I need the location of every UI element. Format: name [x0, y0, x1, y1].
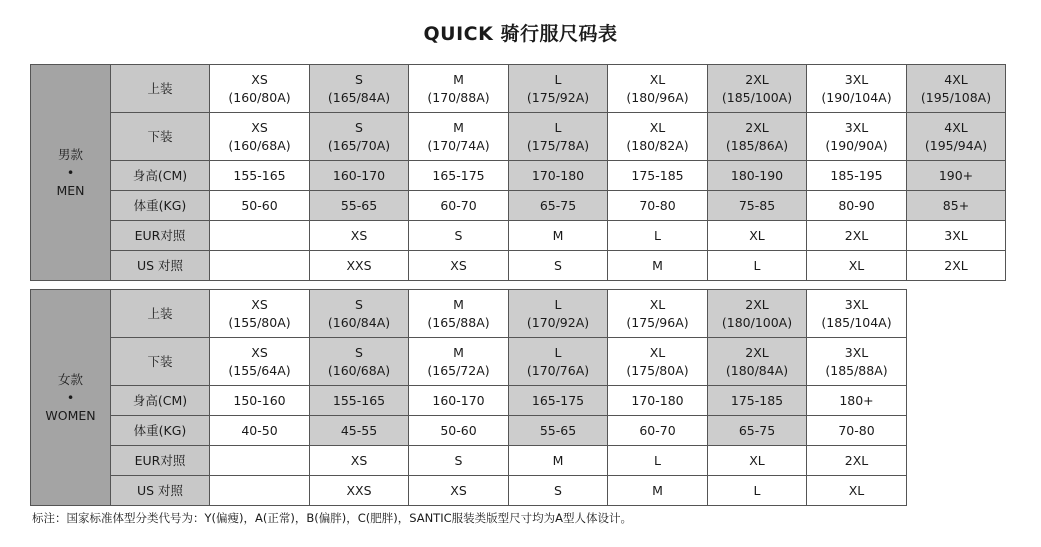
- size-cell: [310, 290, 409, 338]
- size-code: XS: [251, 119, 268, 135]
- group-label: [31, 65, 111, 281]
- size-cell: [409, 113, 509, 161]
- size-cell: [807, 338, 907, 386]
- size-spec: (180/82A): [626, 137, 689, 153]
- size-code: 2XL: [745, 71, 769, 87]
- size-cell: [409, 338, 509, 386]
- weight-cell: 40-50: [210, 416, 310, 446]
- row-eur: [31, 221, 1006, 251]
- size-code: L: [554, 296, 562, 312]
- weight-cell: 60-70: [608, 416, 708, 446]
- row-height: [31, 161, 1006, 191]
- row-label: 下装: [111, 338, 210, 386]
- size-spec: (175/80A): [626, 362, 689, 378]
- footnote: 标注：国家标准体型分类代号为：Y(偏瘦)，A(正常)，B(偏胖)，C(肥胖)，SANTIC服装类版型尺寸均为A型人体设计。: [32, 511, 632, 525]
- size-code: S: [355, 296, 363, 312]
- group-label-cn: 男款: [57, 146, 83, 162]
- us-cell: XS: [409, 251, 509, 281]
- height-cell: 190+: [907, 161, 1006, 191]
- us-cell: S: [509, 476, 608, 506]
- weight-cell: 65-75: [708, 416, 807, 446]
- us-cell: 2XL: [907, 251, 1006, 281]
- height-cell: 150-160: [210, 386, 310, 416]
- row-label: 下装: [111, 113, 210, 161]
- row-label: 体重(KG): [111, 191, 210, 221]
- size-cell: [210, 65, 310, 113]
- eur-cell: XS: [310, 446, 409, 476]
- height-cell: 170-180: [509, 161, 608, 191]
- size-cell: [807, 113, 907, 161]
- size-spec: (160/84A): [327, 314, 391, 330]
- weight-cell: 70-80: [608, 191, 708, 221]
- size-cell: [509, 338, 608, 386]
- size-spec: (195/94A): [924, 137, 988, 153]
- size-code: 4XL: [944, 119, 968, 135]
- weight-cell: 65-75: [509, 191, 608, 221]
- eur-cell: XL: [708, 446, 807, 476]
- size-cell: [310, 65, 409, 113]
- size-spec: (155/80A): [228, 314, 291, 330]
- size-spec: (155/64A): [228, 362, 291, 378]
- size-code: M: [453, 119, 464, 135]
- weight-cell: 75-85: [708, 191, 807, 221]
- size-code: XS: [251, 71, 268, 87]
- size-code: M: [453, 71, 464, 87]
- weight-cell: 55-65: [509, 416, 608, 446]
- row-us: [31, 251, 1006, 281]
- us-cell: S: [509, 251, 608, 281]
- row-eur: [31, 446, 907, 476]
- size-spec: (195/108A): [920, 89, 992, 105]
- size-cell: [509, 65, 608, 113]
- size-cell: [608, 65, 708, 113]
- eur-cell: XS: [310, 221, 409, 251]
- weight-cell: 50-60: [409, 416, 509, 446]
- size-cell: [907, 65, 1006, 113]
- group-bullet: •: [66, 164, 75, 180]
- size-spec: (190/104A): [821, 89, 892, 105]
- size-code: L: [554, 71, 562, 87]
- eur-cell: L: [608, 446, 708, 476]
- height-cell: 155-165: [310, 386, 409, 416]
- height-cell: 185-195: [807, 161, 907, 191]
- row-height: [31, 386, 907, 416]
- size-code: XL: [649, 296, 666, 312]
- row-us: [31, 476, 907, 506]
- size-code: 3XL: [844, 71, 869, 87]
- size-cell: [608, 113, 708, 161]
- group-label: [31, 290, 111, 506]
- size-code: M: [453, 344, 464, 360]
- size-spec: (170/74A): [427, 137, 490, 153]
- eur-cell: M: [509, 446, 608, 476]
- row-label: 身高(CM): [111, 386, 210, 416]
- size-cell: [310, 113, 409, 161]
- weight-cell: 45-55: [310, 416, 409, 446]
- height-cell: 170-180: [608, 386, 708, 416]
- us-cell: XL: [807, 251, 907, 281]
- size-cell: [608, 290, 708, 338]
- eur-cell: 3XL: [907, 221, 1006, 251]
- size-spec: (175/92A): [526, 89, 590, 105]
- size-spec: (170/76A): [526, 362, 590, 378]
- size-spec: (165/72A): [427, 362, 490, 378]
- us-cell: [210, 251, 310, 281]
- weight-cell: 50-60: [210, 191, 310, 221]
- height-cell: 160-170: [409, 386, 509, 416]
- size-spec: (165/70A): [327, 137, 391, 153]
- size-code: XL: [649, 119, 666, 135]
- row-label: 身高(CM): [111, 161, 210, 191]
- size-cell: [310, 338, 409, 386]
- height-cell: 155-165: [210, 161, 310, 191]
- us-cell: [210, 476, 310, 506]
- weight-cell: 80-90: [807, 191, 907, 221]
- row-label: 上装: [111, 65, 210, 113]
- size-cell: [708, 338, 807, 386]
- eur-cell: 2XL: [807, 446, 907, 476]
- size-cell: [210, 338, 310, 386]
- size-cell: [708, 65, 807, 113]
- size-code: 3XL: [844, 296, 869, 312]
- size-spec: (185/88A): [825, 362, 888, 378]
- size-cell: [807, 290, 907, 338]
- size-spec: (175/96A): [626, 314, 689, 330]
- size-spec: (185/86A): [725, 137, 789, 153]
- size-code: 2XL: [745, 119, 769, 135]
- row-bottom: [31, 113, 1006, 161]
- size-spec: (170/88A): [427, 89, 490, 105]
- row-weight: [31, 416, 907, 446]
- row-label: 上装: [111, 290, 210, 338]
- size-code: 2XL: [745, 296, 769, 312]
- group-label-en: WOMEN: [45, 407, 96, 423]
- size-code: XS: [251, 344, 268, 360]
- eur-cell: S: [409, 446, 509, 476]
- size-code: L: [554, 344, 562, 360]
- size-spec: (185/104A): [821, 314, 892, 330]
- row-label: 体重(KG): [111, 416, 210, 446]
- group-label-en: MEN: [56, 182, 85, 198]
- size-spec: (190/90A): [825, 137, 888, 153]
- group-label-cn: 女款: [57, 371, 83, 387]
- size-spec: (165/88A): [427, 314, 490, 330]
- size-spec: (160/68A): [228, 137, 291, 153]
- row-weight: [31, 191, 1006, 221]
- eur-cell: S: [409, 221, 509, 251]
- size-spec: (165/84A): [327, 89, 391, 105]
- us-cell: XXS: [310, 251, 409, 281]
- size-code: 3XL: [844, 344, 869, 360]
- size-cell: [210, 113, 310, 161]
- size-spec: (175/78A): [526, 137, 590, 153]
- row-label: US 对照: [111, 476, 210, 506]
- size-cell: [708, 113, 807, 161]
- row-label: US 对照: [111, 251, 210, 281]
- women-size-table: [30, 289, 907, 506]
- size-spec: (160/68A): [327, 362, 391, 378]
- height-cell: 160-170: [310, 161, 409, 191]
- height-cell: 175-185: [708, 386, 807, 416]
- size-cell: [807, 65, 907, 113]
- size-code: S: [355, 119, 363, 135]
- us-cell: XS: [409, 476, 509, 506]
- height-cell: 165-175: [509, 386, 608, 416]
- size-cell: [509, 113, 608, 161]
- row-label: EUR对照: [111, 221, 210, 251]
- eur-cell: 2XL: [807, 221, 907, 251]
- eur-cell: L: [608, 221, 708, 251]
- height-cell: 180-190: [708, 161, 807, 191]
- height-cell: 165-175: [409, 161, 509, 191]
- size-code: S: [355, 71, 363, 87]
- size-code: XL: [649, 71, 666, 87]
- weight-cell: 60-70: [409, 191, 509, 221]
- size-code: 4XL: [944, 71, 968, 87]
- size-cell: [509, 290, 608, 338]
- row-bottom: [31, 338, 907, 386]
- us-cell: L: [708, 476, 807, 506]
- row-top: [31, 290, 907, 338]
- us-cell: M: [608, 251, 708, 281]
- weight-cell: 55-65: [310, 191, 409, 221]
- size-cell: [409, 65, 509, 113]
- size-spec: (160/80A): [228, 89, 291, 105]
- size-code: XL: [649, 344, 666, 360]
- eur-cell: [210, 221, 310, 251]
- men-size-table: [30, 64, 1006, 281]
- weight-cell: 70-80: [807, 416, 907, 446]
- height-cell: 180+: [807, 386, 907, 416]
- size-cell: [608, 338, 708, 386]
- group-bullet: •: [66, 389, 75, 405]
- height-cell: 175-185: [608, 161, 708, 191]
- size-spec: (180/96A): [626, 89, 689, 105]
- size-code: M: [453, 296, 464, 312]
- size-cell: [210, 290, 310, 338]
- size-cell: [409, 290, 509, 338]
- size-spec: (180/100A): [721, 314, 793, 330]
- us-cell: XXS: [310, 476, 409, 506]
- size-spec: (180/84A): [725, 362, 789, 378]
- weight-cell: 85+: [907, 191, 1006, 221]
- page-title: QUICK 骑行服尺码表: [423, 23, 618, 45]
- row-label: EUR对照: [111, 446, 210, 476]
- size-cell: [708, 290, 807, 338]
- size-code: XS: [251, 296, 268, 312]
- us-cell: L: [708, 251, 807, 281]
- size-spec: (170/92A): [526, 314, 590, 330]
- row-top: [31, 65, 1006, 113]
- size-code: S: [355, 344, 363, 360]
- size-code: L: [554, 119, 562, 135]
- eur-cell: M: [509, 221, 608, 251]
- eur-cell: XL: [708, 221, 807, 251]
- us-cell: XL: [807, 476, 907, 506]
- eur-cell: [210, 446, 310, 476]
- size-code: 2XL: [745, 344, 769, 360]
- size-cell: [907, 113, 1006, 161]
- size-spec: (185/100A): [721, 89, 793, 105]
- size-code: 3XL: [844, 119, 869, 135]
- us-cell: M: [608, 476, 708, 506]
